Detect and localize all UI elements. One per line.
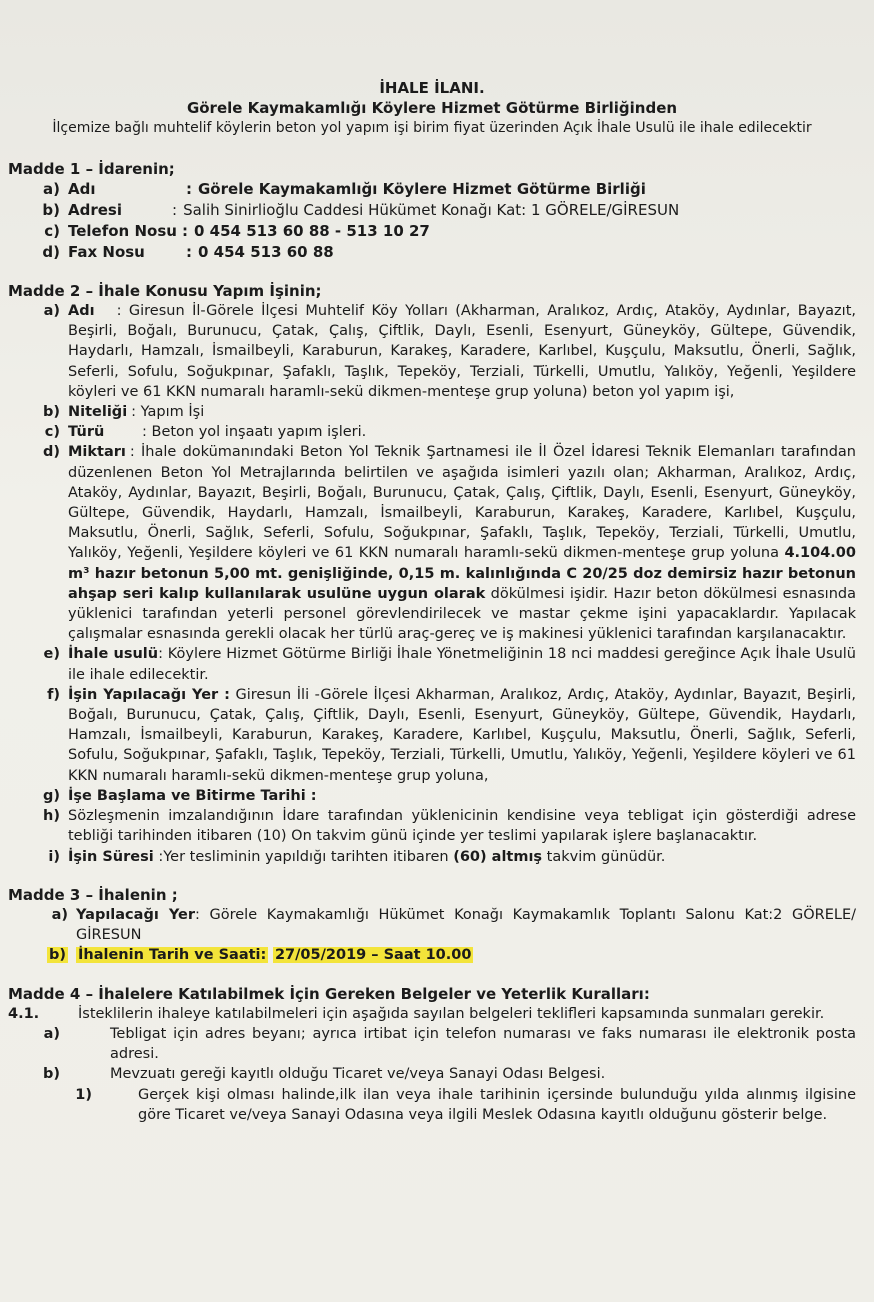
item-index: e) xyxy=(43,646,60,663)
item-text: dökülmesi işidir. Hazır beton dökülmesi esnasında yüklenici tarafından yeterli personel görevlendirilecek ve mastar çekme işini yapacaklardır. Yapılacak çalışmalar esnasında gerekli olacak her türlü araç-gereç ve iş makinesi yüklenici tarafından karşılanacaktır. xyxy=(68,585,856,643)
item-key: Fax Nosu xyxy=(68,242,145,261)
item-index: 1) xyxy=(75,1086,92,1103)
item-index: f) xyxy=(47,686,60,703)
madde2-item-d xyxy=(8,442,856,644)
item-text: Giresun İli -Görele İlçesi Akharman, Aralıkoz, Ardıç, Ataköy, Aydınlar, Bayazıt, Beşirli, Boğalı, Burunucu, Çatak, Çalış, Çiftlik, Daylı, Esenli, Esenyurt, Güneyköy, Gültepe, Güvendik, Haydarlı, Hamzalı, İsmailbeyli, Karaburun, Karakeş, Karadere, Karlıbel, Kuşçulu, Maksutlu, Önerli, Sağlık, Seferli, Sofulu, Soğukpınar, Şafaklı, Taşlık, Tepeköy, Terziali, Türkelli, Umutlu, Yalıköy, Yeğenli, Yeşildere köyleri ve 61 KKN numaralı haramlı-sekü dikmen-menteşe grup yoluna, xyxy=(68,686,856,784)
madde2-heading: Madde 2 – İhale Konusu Yapım İşinin; xyxy=(8,281,322,300)
item-text: : Yapım İşi xyxy=(131,404,205,421)
notice-title: İHALE İLANI. xyxy=(379,79,485,97)
item-index: c) xyxy=(44,424,60,441)
madde4-heading: Madde 4 – İhalelere Katılabilmek İçin Gereken Belgeler ve Yeterlik Kuralları: xyxy=(8,984,650,1003)
madde2-item-g xyxy=(8,786,856,806)
item-index: a) xyxy=(51,906,68,923)
madde2-item-f xyxy=(8,685,856,786)
item-text: : Görele Kaymakamlığı Hükümet Konağı Kaymakamlık Toplantı Salonu Kat:2 GÖRELE/ GİRESUN xyxy=(76,906,857,944)
item-index: b) xyxy=(42,1066,60,1083)
madde1-item xyxy=(8,242,856,263)
item-index: h) xyxy=(43,808,60,825)
madde1-item xyxy=(8,200,856,221)
item-key: İhalenin Tarih ve Saati: xyxy=(78,947,267,964)
madde3-item-a xyxy=(8,905,856,945)
item-sep: : xyxy=(172,200,178,219)
item-key: Adı xyxy=(68,303,95,320)
madde3-heading: Madde 3 – İhalenin ; xyxy=(8,885,178,904)
item-key: Yapılacağı Yer xyxy=(76,906,195,923)
madde4-item-b xyxy=(8,1064,856,1084)
madde4-item-b1 xyxy=(8,1085,856,1125)
item-index: a) xyxy=(43,179,60,198)
item-index: 4.1. xyxy=(8,1005,40,1022)
item-index: c) xyxy=(44,221,60,240)
madde3-list xyxy=(8,905,856,966)
item-text: Mevzuatı gereği kayıtlı olduğu Ticaret ve/veya Sanayi Odası Belgesi. xyxy=(110,1066,606,1083)
item-key: İşin Süresi xyxy=(68,848,154,865)
item-index: a) xyxy=(43,1025,60,1042)
item-key: Telefon Nosu xyxy=(68,221,177,240)
madde1-item xyxy=(8,221,856,242)
madde4-item-a xyxy=(8,1024,856,1064)
item-sep: : xyxy=(186,179,192,198)
madde1-list xyxy=(8,179,856,263)
item-text: Tebligat için adres beyanı; ayrıca irtibat için telefon numarası ve faks numarası ile elektronik posta adresi. xyxy=(110,1025,856,1063)
madde4-list xyxy=(8,1004,856,1125)
madde4-para-41 xyxy=(8,1004,856,1024)
notice-subtitle: Görele Kaymakamlığı Köylere Hizmet Götürme Birliğinden xyxy=(186,99,678,118)
madde2-list xyxy=(8,301,856,867)
item-index: d) xyxy=(42,242,60,261)
item-bold-text: 4.104.00 m³ hazır betonun 5,00 mt. genişliğinde, 0,15 m. kalınlığında C 20/25 doz demirsiz hazır betonun ahşap seri kalıp kullanılarak usulüne uygun olarak xyxy=(68,545,856,602)
madde1-heading: Madde 1 – İdarenin; xyxy=(8,159,175,178)
item-key: İşe Başlama ve Bitirme Tarihi : xyxy=(68,787,317,804)
notice-intro: İlçemize bağlı muhtelif köylerin beton yol yapım işi birim fiyat üzerinden Açık İhale Usulü ile ihale edilecektir xyxy=(52,120,812,137)
item-index: b) xyxy=(42,200,60,219)
item-text: :Yer tesliminin yapıldığı tarihten itibaren xyxy=(153,848,454,865)
item-index-text: b) xyxy=(48,947,66,964)
tender-date-time: 27/05/2019 – Saat 10.00 xyxy=(274,947,472,964)
item-index: d) xyxy=(42,444,60,461)
item-key: Miktarı xyxy=(68,444,126,461)
item-value: 0 454 513 60 88 - 513 10 27 xyxy=(194,221,430,240)
item-text: : İhale dokümanındaki Beton Yol Teknik Şartnamesi ile İl Özel İdaresi Teknik Elemanları tarafından düzenlenen Beton Yol Metrajlarında belirtilen ve aşağıda isimleri yazılı olan; Akharman, Aralıkoz, Ardıç, Ataköy, Aydınlar, Bayazıt, Beşirli, Boğalı, Burunucu, Çatak, Çalış, Çiftlik, Daylı, Esenli, Esenyurt, Güneyköy, Gültepe, Güvendik, Haydarlı, Hamzalı, İsmailbeyli, Karaburun, Karakeş, Karadere, Karlıbel, Kuşçulu, Maksutlu, Önerli, Sağlık, Seferli, Sofulu, Soğukpınar, Şafaklı, Taşlık, Tepeköy, Terziali, Türkelli, Umutlu, Yalıköy, Yeğenli, Yeşildere köyleri ve 61 KKN numaralı haramlı-sekü dikmen-menteşe grup yoluna xyxy=(68,444,856,562)
item-text: Sözleşmenin imzalandığının İdare tarafından yüklenicinin kendisine veya tebligat için gösterdiği adrese tebliği tarihinden itibaren (10) On takvim günü içinde yer teslimi yapılarak işlere başlanacaktır. xyxy=(68,808,856,845)
madde3-item-b xyxy=(8,945,856,965)
item-value: Görele Kaymakamlığı Köylere Hizmet Götürme Birliği xyxy=(198,179,646,198)
item-key: Adresi xyxy=(68,200,122,219)
item-bold-text: (60) altmış xyxy=(453,848,543,865)
madde2-item-i xyxy=(8,847,856,867)
item-value: Salih Sinirlioğlu Caddesi Hükümet Konağı Kat: 1 GÖRELE/GİRESUN xyxy=(183,200,680,219)
item-sep: : xyxy=(186,242,192,261)
madde2-item-b xyxy=(8,402,856,422)
item-text: : Giresun İl-Görele İlçesi Muhtelif Köy Yolları (Akharman, Aralıkoz, Ardıç, Ataköy, Aydınlar, Bayazıt, Beşirli, Boğalı, Burunucu, Çatak, Çalış, Çiftlik, Daylı, Esenli, Esenyurt, Güneyköy, Gültepe, Güvendik, Haydarlı, Hamzalı, İsmailbeyli, Karaburun, Karakeş, Karadere, Karlıbel, Kuşçulu, Maksutlu, Önerli, Sağlık, Seferli, Sofulu, Soğukpınar, Şafaklı, Taşlık, Tepeköy, Terziali, Türkelli, Umutlu, Yalıköy, Yeğenli, Yeşildere köyleri ve 61 KKN numaralı haramlı-sekü dikmen-menteşe grup yoluna) beton yol yapım işi, xyxy=(68,303,856,400)
item-text: : Köylere Hizmet Götürme Birliği İhale Yönetmeliğinin 18 nci maddesi gereğince Açık İhale Usulü ile ihale edilecektir. xyxy=(68,646,856,683)
item-index: i) xyxy=(48,848,60,865)
item-sep: : xyxy=(182,221,188,240)
item-value: 0 454 513 60 88 xyxy=(198,242,334,261)
item-key: Türü xyxy=(68,424,105,441)
item-index: g) xyxy=(42,787,60,804)
madde2-item-e xyxy=(8,644,856,684)
item-text: : Beton yol inşaatı yapım işleri. xyxy=(142,424,367,441)
item-text: Gerçek kişi olması halinde,ilk ilan veya ihale tarihinin içersinde bulunduğu yılda alınmış ilgisine göre Ticaret ve/veya Sanayi Odasına veya ilgili Meslek Odasına kayıtlı olduğunu gösterir belge. xyxy=(138,1086,856,1123)
item-index xyxy=(8,945,76,965)
item-index: a) xyxy=(43,303,60,320)
item-key: İhale usulü xyxy=(68,646,159,663)
item-key: İşin Yapılacağı Yer : xyxy=(68,686,230,703)
item-text: İsteklilerin ihaleye katılabilmeleri için aşağıda sayılan belgeleri teklifleri kapsamında sunmaları gerekir. xyxy=(78,1005,825,1022)
madde2-item-h xyxy=(8,806,856,846)
madde2-item-a xyxy=(8,301,856,402)
item-index: b) xyxy=(42,404,60,421)
madde2-item-c xyxy=(8,422,856,442)
madde1-item xyxy=(8,179,856,200)
item-key: Niteliği xyxy=(68,404,128,421)
item-key: Adı xyxy=(68,179,96,198)
item-text: takvim günüdür. xyxy=(542,848,666,865)
